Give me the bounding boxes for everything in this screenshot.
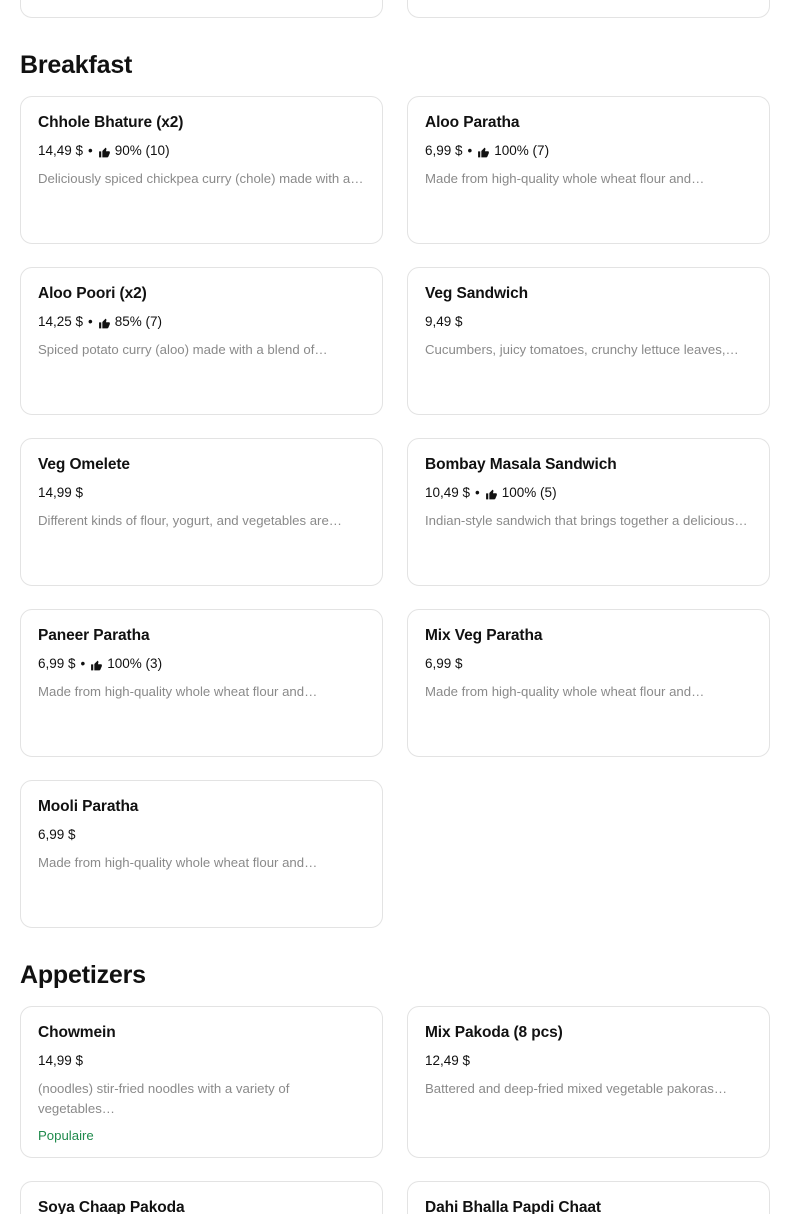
menu-item-card[interactable]	[20, 1181, 383, 1214]
meta-separator: •	[467, 142, 473, 158]
menu-item-name: Paneer Paratha	[38, 627, 150, 644]
menu-item-description: Made from high-quality whole wheat flour and…	[425, 170, 705, 186]
menu-item-card[interactable]	[20, 267, 383, 415]
menu-item-name: Mooli Paratha	[38, 798, 139, 815]
menu-item-card[interactable]	[20, 96, 383, 244]
menu-grid-appetizers	[20, 1006, 784, 1158]
menu-item-price: 6,99 $	[38, 655, 76, 671]
menu-item-description: Battered and deep-fried mixed vegetable pakoras…	[425, 1080, 728, 1096]
partial-card[interactable]	[20, 0, 383, 18]
thumbs-up-icon	[485, 488, 498, 501]
menu-item-card[interactable]	[407, 267, 770, 415]
menu-item-meta	[425, 485, 752, 500]
menu-item-description: Indian-style sandwich that brings together a delicious…	[425, 512, 748, 528]
menu-item-card[interactable]	[20, 438, 383, 586]
menu-item-description: Made from high-quality whole wheat flour and…	[38, 854, 318, 870]
thumbs-up-icon	[98, 317, 111, 330]
menu-item-rating: 85% (7)	[114, 313, 163, 329]
thumbs-up-icon	[477, 146, 490, 159]
menu-item-price: 12,49 $	[425, 1052, 471, 1068]
meta-separator: •	[88, 142, 93, 158]
menu-grid-breakfast	[20, 96, 784, 928]
menu-item-price: 14,25 $	[38, 313, 84, 329]
menu-item-meta	[38, 143, 365, 158]
thumbs-up-icon	[90, 659, 103, 672]
menu-item-name: Veg Omelete	[38, 456, 130, 473]
menu-item-card[interactable]	[20, 780, 383, 928]
menu-item-name: Bombay Masala Sandwich	[425, 456, 617, 473]
menu-item-card[interactable]	[20, 609, 383, 757]
menu-item-name: Chowmein	[38, 1024, 116, 1041]
menu-item-description: Spiced potato curry (aloo) made with a blend of…	[38, 341, 328, 357]
menu-item-price: 9,49 $	[425, 313, 463, 329]
section-title-breakfast: Breakfast	[20, 51, 133, 79]
menu-item-price: 10,49 $	[425, 484, 471, 500]
menu-item-card[interactable]	[407, 96, 770, 244]
menu-item-meta	[38, 485, 365, 500]
menu-item-description: (noodles) stir-fried noodles with a variety of vegetables…	[38, 1080, 290, 1117]
menu-item-meta	[425, 656, 752, 671]
partial-cards-top	[20, 0, 784, 18]
menu-item-name: Aloo Poori (x2)	[38, 285, 147, 302]
menu-item-price: 6,99 $	[38, 826, 76, 842]
meta-separator: •	[475, 484, 480, 500]
menu-item-description: Deliciously spiced chickpea curry (chole) made with a…	[38, 170, 364, 186]
menu-item-meta	[38, 656, 365, 671]
menu-item-card[interactable]	[407, 609, 770, 757]
partial-card[interactable]	[407, 0, 770, 18]
menu-item-description: Cucumbers, juicy tomatoes, crunchy lettuce leaves,…	[425, 341, 739, 357]
menu-item-description: Made from high-quality whole wheat flour and…	[38, 683, 318, 699]
meta-separator: •	[88, 313, 93, 329]
menu-item-name: Veg Sandwich	[425, 285, 529, 302]
menu-item-name: Mix Veg Paratha	[425, 627, 543, 644]
menu-item-card[interactable]	[407, 438, 770, 586]
menu-item-price: 6,99 $	[425, 142, 463, 158]
menu-item-price: 14,99 $	[38, 1052, 84, 1068]
partial-cards-bottom	[20, 1181, 784, 1214]
menu-item-description: Made from high-quality whole wheat flour and…	[425, 683, 705, 699]
menu-item-card[interactable]	[407, 1181, 770, 1214]
menu-item-name: Soya Chaap Pakoda	[38, 1198, 185, 1214]
status-badge: Populaire	[38, 1127, 94, 1143]
menu-item-meta	[425, 314, 752, 329]
menu-item-card[interactable]	[407, 1006, 770, 1158]
menu-item-price: 14,99 $	[38, 484, 84, 500]
meta-separator: •	[80, 655, 86, 671]
menu-item-rating: 90% (10)	[114, 142, 170, 158]
menu-item-rating: 100% (3)	[107, 655, 163, 671]
menu-item-price: 6,99 $	[425, 655, 463, 671]
menu-item-card[interactable]	[20, 1006, 383, 1158]
thumbs-up-icon	[98, 146, 111, 159]
menu-item-description: Different kinds of flour, yogurt, and vegetables are…	[38, 512, 342, 528]
menu-item-name: Dahi Bhalla Papdi Chaat	[425, 1198, 601, 1214]
menu-item-meta	[425, 1053, 752, 1068]
menu-item-price: 14,49 $	[38, 142, 84, 158]
section-title-appetizers: Appetizers	[20, 961, 146, 989]
menu-item-meta	[38, 1053, 365, 1068]
menu-item-name: Mix Pakoda (8 pcs)	[425, 1024, 563, 1041]
menu-item-rating: 100% (5)	[501, 484, 557, 500]
menu-item-meta	[425, 143, 752, 158]
menu-item-meta	[38, 314, 365, 329]
menu-item-name: Chhole Bhature (x2)	[38, 114, 184, 131]
menu-item-rating: 100% (7)	[494, 142, 550, 158]
menu-item-name: Aloo Paratha	[425, 114, 520, 131]
menu-item-meta	[38, 827, 365, 842]
